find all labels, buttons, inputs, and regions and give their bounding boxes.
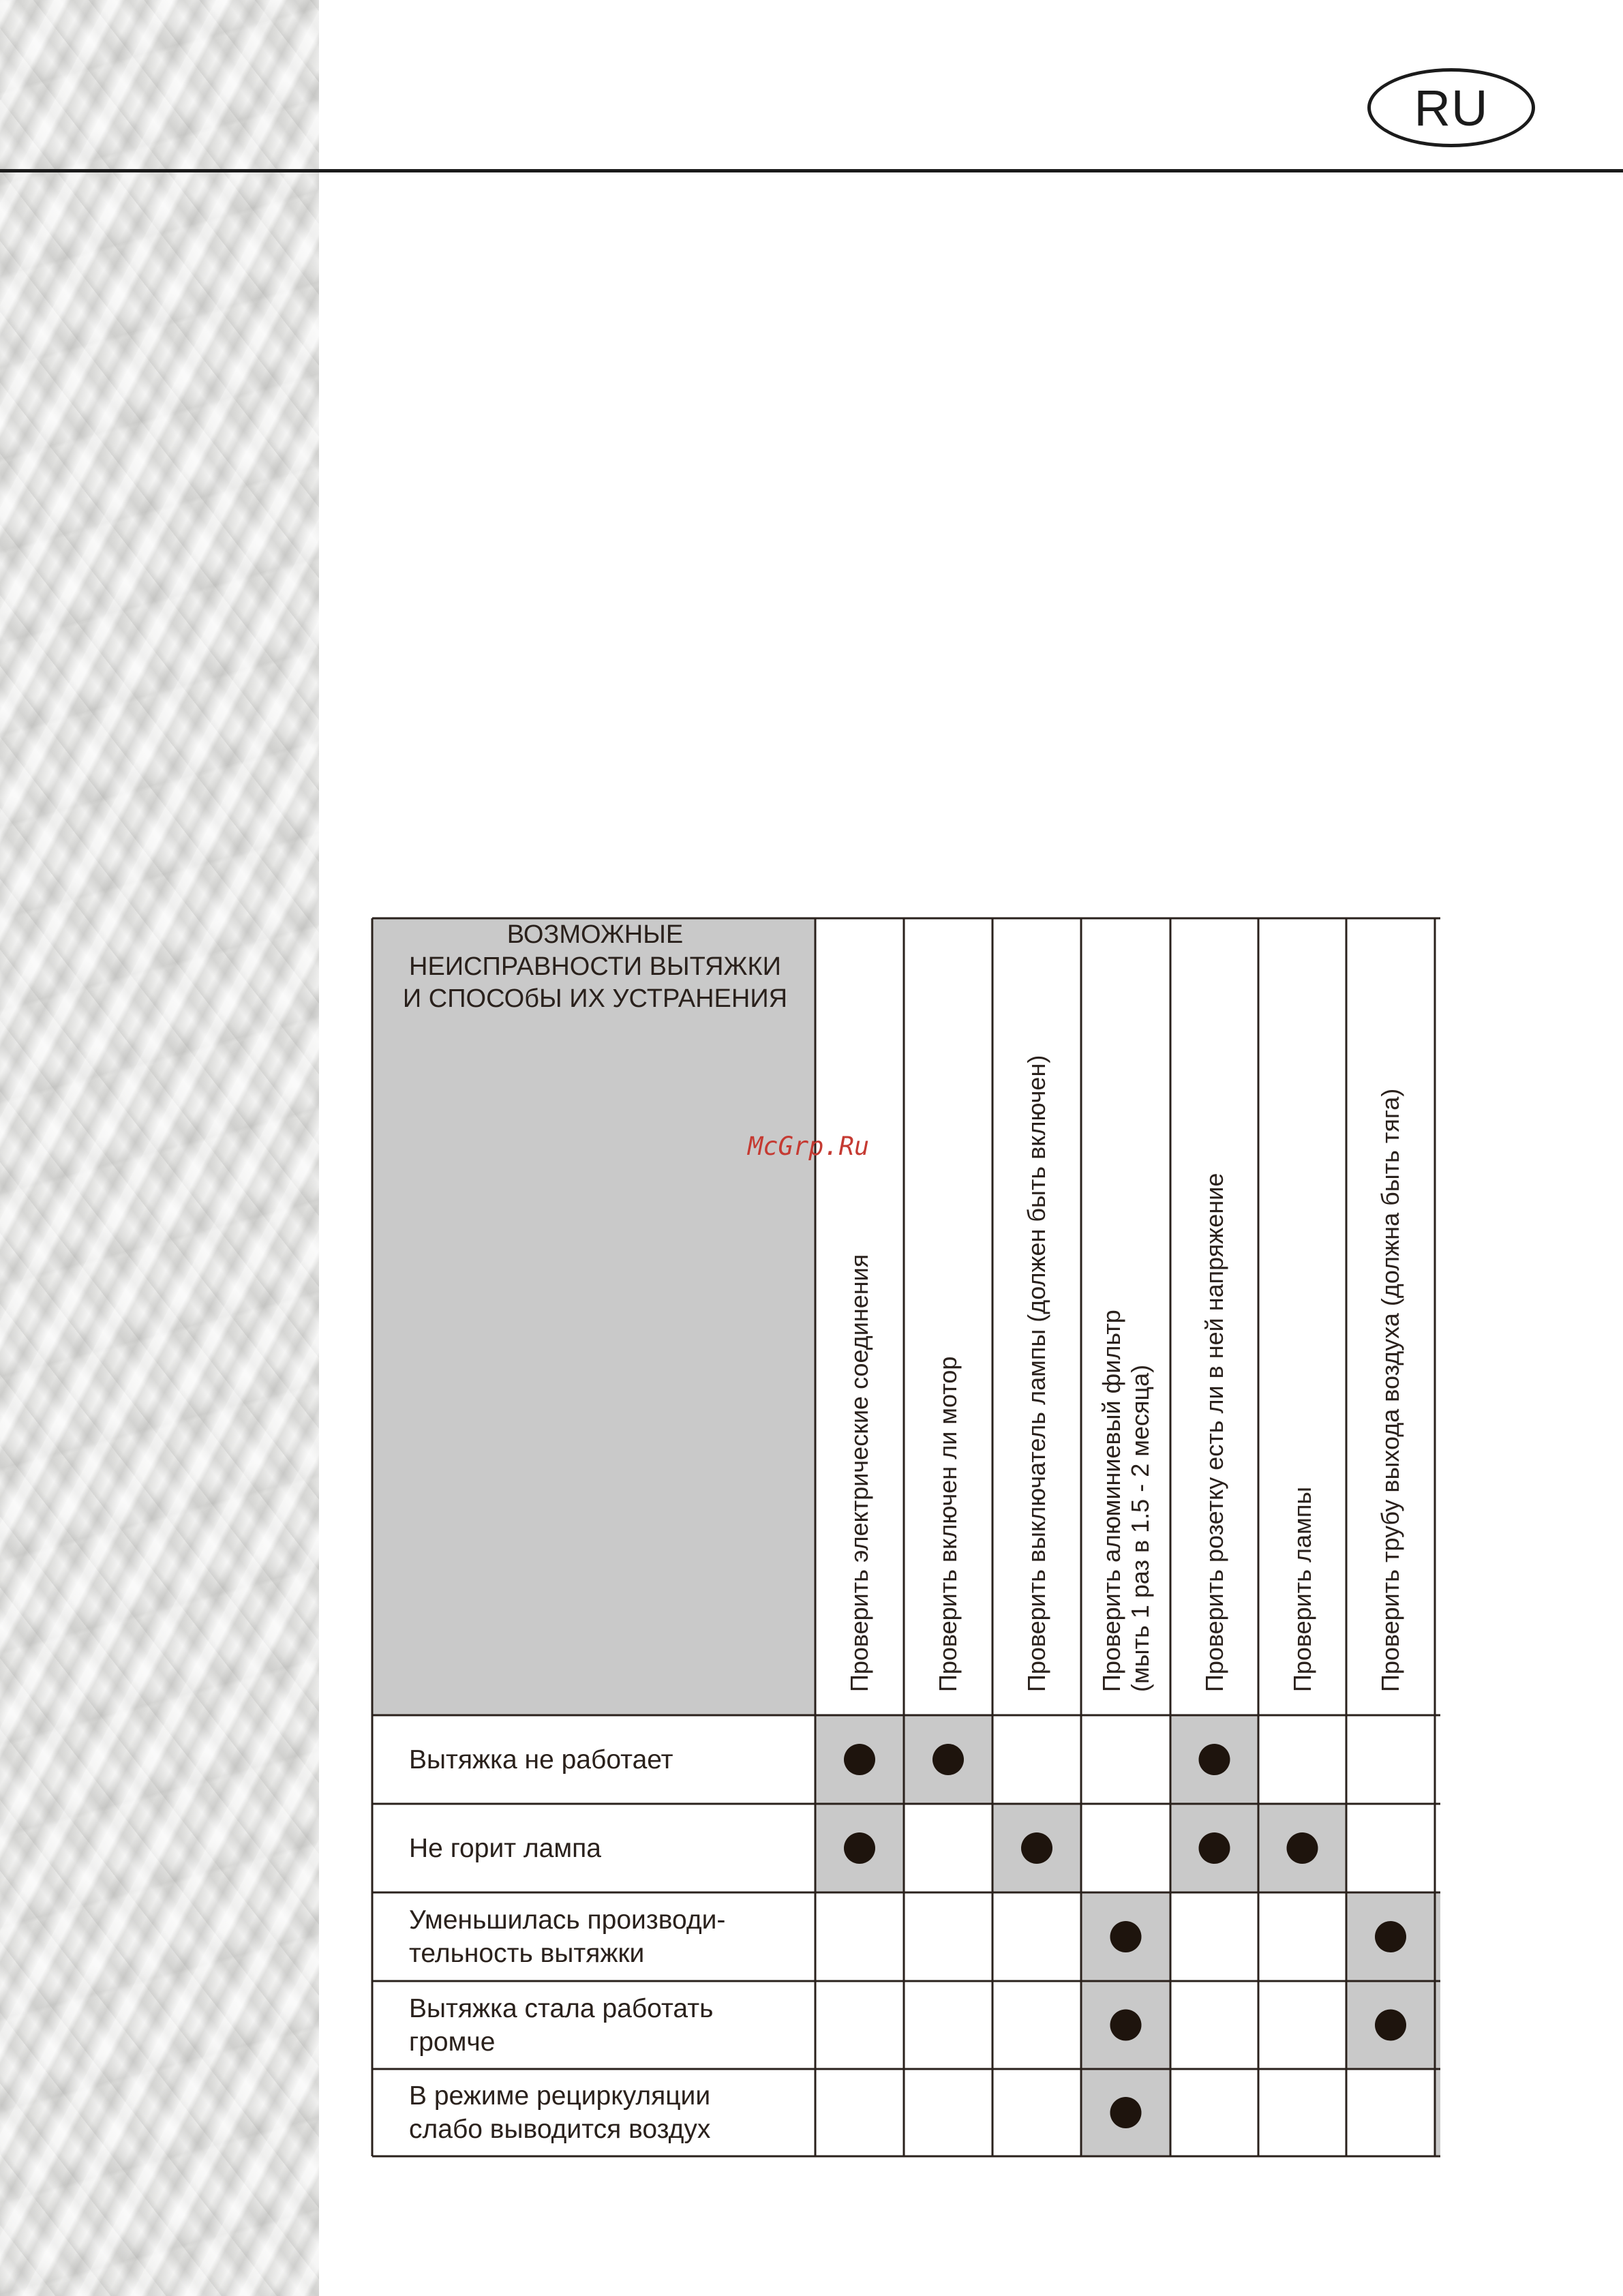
row-label bbox=[409, 1992, 713, 2059]
row-label bbox=[409, 1743, 673, 1777]
column-header-line: (мыть 1 раз в 1.5 - 2 месяца) bbox=[1125, 1364, 1154, 1692]
row-label-line: тельность вытяжки bbox=[409, 1939, 645, 1968]
row-label bbox=[409, 1903, 725, 1970]
column-header-line: Проверить выключатель лампы (должен быть включен) bbox=[1022, 1055, 1050, 1692]
column-header bbox=[1200, 1173, 1229, 1692]
mark-dot bbox=[844, 1744, 875, 1775]
mark-dot bbox=[1375, 2010, 1406, 2041]
column-header-line: Проверить алюминиевый фильтр bbox=[1097, 1310, 1125, 1692]
row-label-line: Вытяжка стала работать bbox=[409, 1993, 714, 2023]
column-header-line: Проверить трубу выхода воздуха (должна быть тяга) bbox=[1376, 1088, 1404, 1692]
row-label-line: Уменьшилась производи- bbox=[409, 1905, 726, 1935]
mark-dot bbox=[1199, 1832, 1230, 1864]
column-header bbox=[1022, 1055, 1051, 1692]
table-header-line: НЕИСПРАВНОСТИ ВЫТЯЖКИ bbox=[409, 952, 781, 981]
watermark: McGrp.Ru bbox=[748, 1132, 870, 1161]
mark-dot bbox=[1375, 1921, 1406, 1952]
mark-dot bbox=[1021, 1832, 1052, 1864]
table-header-title bbox=[374, 919, 817, 1015]
mark-dot bbox=[1110, 2097, 1142, 2128]
row-label bbox=[409, 2079, 710, 2146]
language-badge: RU bbox=[1367, 68, 1535, 147]
mark-dot bbox=[932, 1744, 964, 1775]
column-header bbox=[1288, 1487, 1317, 1692]
mark-dot bbox=[1287, 1832, 1318, 1864]
mark-dot bbox=[1110, 2010, 1142, 2041]
row-label-line: Вытяжка не работает bbox=[409, 1744, 673, 1774]
column-header bbox=[845, 1254, 874, 1692]
table-header-line: И СПОСОбЫ ИХ УСТРАНЕНИЯ bbox=[402, 984, 788, 1013]
header-shade bbox=[372, 918, 815, 1715]
column-header-line: Проверить включен ли мотор bbox=[934, 1356, 962, 1692]
column-header bbox=[934, 1357, 962, 1692]
column-header bbox=[1097, 1310, 1155, 1692]
mark-dot bbox=[1199, 1744, 1230, 1775]
row-label-line: слабо выводится воздух bbox=[409, 2115, 711, 2144]
row-label-line: В режиме рециркуляции bbox=[409, 2081, 711, 2111]
column-header-line: Проверить лампы bbox=[1288, 1486, 1316, 1692]
column-header bbox=[1376, 1089, 1405, 1692]
mark-dot bbox=[844, 1832, 875, 1864]
row-label-line: громче bbox=[409, 2027, 496, 2057]
mark-dot bbox=[1110, 1921, 1142, 1952]
column-header-line: Проверить электрические соединения bbox=[845, 1254, 873, 1692]
row-label bbox=[409, 1832, 601, 1865]
row-label-line: Не горит лампа bbox=[409, 1833, 601, 1863]
column-header-line: Проверить розетку есть ли в ней напряжение bbox=[1200, 1173, 1228, 1692]
table-header-line: ВОЗМОЖНЫЕ bbox=[506, 920, 684, 949]
